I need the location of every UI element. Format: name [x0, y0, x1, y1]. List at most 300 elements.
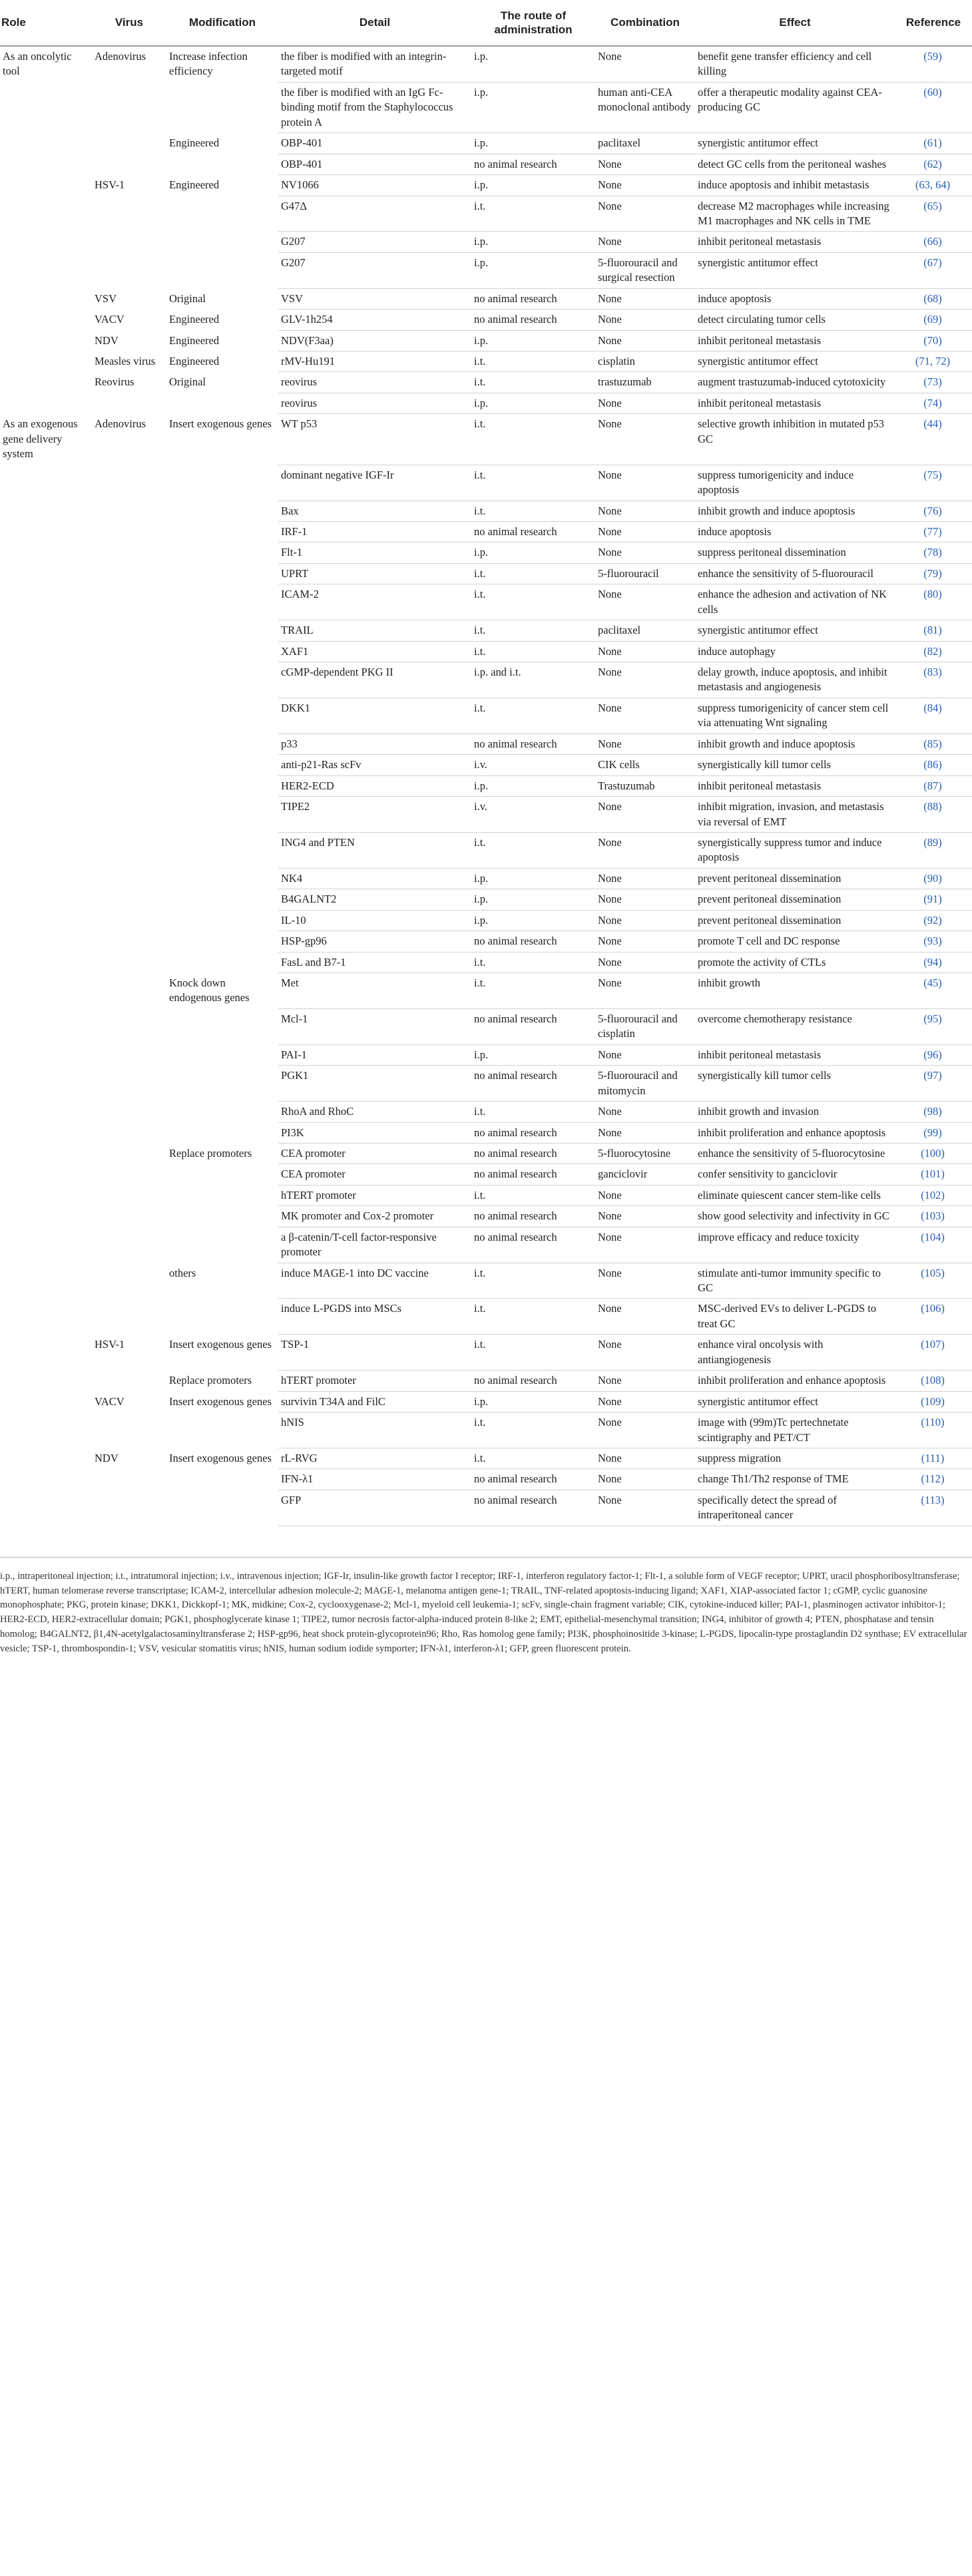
cell-virus — [92, 931, 166, 952]
cell-reference[interactable]: (101) — [895, 1164, 972, 1185]
cell-virus — [92, 196, 166, 232]
cell-combination: None — [595, 1206, 695, 1227]
cell-reference[interactable]: (82) — [895, 641, 972, 662]
cell-role — [0, 584, 92, 620]
cell-reference[interactable]: (74) — [895, 393, 972, 413]
cell-virus: HSV-1 — [95, 178, 125, 192]
cell-virus — [92, 868, 166, 889]
cell-combination: None — [595, 931, 695, 952]
table-row — [0, 931, 972, 952]
cell-role — [0, 154, 92, 174]
table-body — [0, 46, 972, 1526]
cell-role — [0, 1490, 92, 1526]
cell-effect: inhibit peritoneal metastasis — [695, 232, 895, 252]
cell-virus — [92, 1227, 166, 1263]
cell-modification — [166, 465, 278, 501]
cell-role — [0, 563, 92, 584]
cell-combination: None — [595, 1371, 695, 1391]
cell-effect: eliminate quiescent cancer stem-like cells — [695, 1185, 895, 1205]
cell-route: i.t. — [471, 641, 595, 662]
cell-role — [0, 775, 92, 796]
cell-role — [0, 1227, 92, 1263]
cell-reference[interactable]: (102) — [895, 1185, 972, 1205]
cell-reference[interactable]: (69) — [895, 310, 972, 330]
cell-combination: None — [595, 641, 695, 662]
cell-reference[interactable]: (97) — [895, 1066, 972, 1102]
cell-modification — [166, 1299, 278, 1335]
cell-reference[interactable]: (61) — [895, 133, 972, 154]
cell-route: i.t. — [471, 563, 595, 584]
cell-role — [0, 1206, 92, 1227]
cell-route: i.p. — [471, 330, 595, 351]
cell-modification: Knock down endogenous genes — [169, 976, 250, 1004]
cell-detail: TIPE2 — [278, 797, 471, 833]
cell-virus — [92, 1299, 166, 1335]
cell-detail: IFN-λ1 — [278, 1469, 471, 1490]
cell-detail: WT p53 — [278, 414, 471, 465]
cell-route: i.p. — [471, 889, 595, 910]
cell-reference[interactable]: (75) — [895, 465, 972, 501]
cell-reference[interactable]: (92) — [895, 910, 972, 931]
cell-route: i.p. — [471, 1391, 595, 1412]
cell-modification: Insert exogenous genes — [169, 1338, 272, 1351]
cell-combination: Trastuzumab — [595, 775, 695, 796]
table-row — [0, 910, 972, 931]
cell-detail: NV1066 — [278, 175, 471, 196]
cell-role — [0, 910, 92, 931]
cell-reference[interactable]: (111) — [895, 1448, 972, 1468]
cell-detail: GFP — [278, 1490, 471, 1526]
cell-route: i.p. — [471, 46, 595, 82]
cell-modification — [166, 521, 278, 542]
cell-effect: enhance the sensitivity of 5-fluorouracil — [695, 563, 895, 584]
table-row — [0, 797, 972, 833]
cell-virus — [92, 1263, 166, 1299]
cell-detail: dominant negative IGF-Ir — [278, 465, 471, 501]
cell-reference[interactable]: (79) — [895, 563, 972, 584]
table-row — [0, 1490, 972, 1526]
table-row — [0, 501, 972, 521]
cell-route: i.t. — [471, 196, 595, 232]
cell-detail: hTERT promoter — [278, 1185, 471, 1205]
cell-reference[interactable]: (103) — [895, 1206, 972, 1227]
table-row — [0, 1227, 972, 1263]
cell-reference[interactable]: (83) — [895, 662, 972, 698]
cell-reference[interactable]: (106) — [895, 1299, 972, 1335]
cell-modification — [166, 1469, 278, 1490]
table-row — [0, 1185, 972, 1205]
cell-virus: NDV — [95, 1451, 119, 1464]
cell-effect: offer a therapeutic modality against CEA-producing GC — [695, 82, 895, 132]
cell-effect: improve efficacy and reduce toxicity — [695, 1227, 895, 1263]
cell-virus — [92, 698, 166, 734]
cell-role — [0, 501, 92, 521]
cell-virus — [92, 1412, 166, 1448]
table-row — [0, 1143, 972, 1164]
header-modification: Modification — [166, 0, 278, 46]
table-row — [0, 1164, 972, 1185]
cell-modification — [166, 1008, 278, 1044]
cell-effect: detect circulating tumor cells — [695, 310, 895, 330]
cell-virus — [92, 1066, 166, 1102]
cell-effect: induce apoptosis and inhibit metastasis — [695, 175, 895, 196]
cell-detail: hTERT promoter — [278, 1371, 471, 1391]
cell-reference[interactable]: (96) — [895, 1044, 972, 1065]
cell-reference[interactable]: (73) — [895, 372, 972, 393]
cell-route: no animal research — [471, 1164, 595, 1185]
cell-modification — [166, 662, 278, 698]
cell-modification — [166, 584, 278, 620]
cell-effect: MSC-derived EVs to deliver L-PGDS to treat GC — [695, 1299, 895, 1335]
cell-virus: HSV-1 — [95, 1338, 125, 1351]
cell-effect: synergistically kill tumor cells — [695, 755, 895, 775]
cell-detail: Bax — [278, 501, 471, 521]
cell-reference[interactable]: (87) — [895, 775, 972, 796]
cell-virus — [92, 563, 166, 584]
cell-virus — [92, 952, 166, 972]
cell-effect: prevent peritoneal dissemination — [695, 889, 895, 910]
cell-effect: suppress tumorigenicity and induce apoptosis — [695, 465, 895, 501]
table-row — [0, 832, 972, 868]
table-row — [0, 1263, 972, 1299]
cell-virus — [92, 521, 166, 542]
cell-route: i.p. — [471, 232, 595, 252]
table-row — [0, 46, 972, 82]
cell-reference[interactable]: (98) — [895, 1102, 972, 1122]
cell-detail: IRF-1 — [278, 521, 471, 542]
cell-detail: rMV-Hu191 — [278, 351, 471, 372]
cell-effect: selective growth inhibition in mutated p53 GC — [695, 414, 895, 465]
cell-reference[interactable]: (112) — [895, 1469, 972, 1490]
cell-virus — [92, 465, 166, 501]
cell-effect: induce apoptosis — [695, 521, 895, 542]
cell-reference[interactable]: (67) — [895, 252, 972, 288]
cell-effect: synergistically kill tumor cells — [695, 1066, 895, 1102]
cell-reference[interactable]: (89) — [895, 832, 972, 868]
cell-role — [0, 196, 92, 232]
cell-reference[interactable]: (100) — [895, 1143, 972, 1164]
cell-effect: enhance viral oncolysis with antiangiogenesis — [695, 1335, 895, 1371]
table-row — [0, 330, 972, 351]
cell-effect: enhance the sensitivity of 5-fluorocytosine — [695, 1143, 895, 1164]
cell-virus — [92, 1206, 166, 1227]
cell-reference[interactable]: (62) — [895, 154, 972, 174]
table-row — [0, 393, 972, 413]
cell-modification — [166, 620, 278, 641]
table-row — [0, 1008, 972, 1044]
cell-reference[interactable]: (70) — [895, 330, 972, 351]
cell-role — [0, 133, 92, 154]
cell-detail: XAF1 — [278, 641, 471, 662]
cell-detail: MK promoter and Cox-2 promoter — [278, 1206, 471, 1227]
cell-route: no animal research — [471, 288, 595, 309]
cell-combination: None — [595, 1299, 695, 1335]
cell-virus — [92, 1008, 166, 1044]
cell-effect: inhibit peritoneal metastasis — [695, 393, 895, 413]
cell-reference[interactable]: (66) — [895, 232, 972, 252]
cell-effect: prevent peritoneal dissemination — [695, 910, 895, 931]
cell-modification: Original — [169, 292, 206, 305]
cell-route: i.v. — [471, 797, 595, 833]
cell-modification — [166, 154, 278, 174]
cell-route: i.v. — [471, 755, 595, 775]
cell-role — [0, 252, 92, 288]
cell-modification — [166, 563, 278, 584]
cell-route: i.p. — [471, 910, 595, 931]
cell-route: i.p. — [471, 393, 595, 413]
cell-effect: prevent peritoneal dissemination — [695, 868, 895, 889]
cell-effect: show good selectivity and infectivity in GC — [695, 1206, 895, 1227]
cell-combination: None — [595, 952, 695, 972]
table-row — [0, 662, 972, 698]
cell-reference[interactable]: (63, 64) — [895, 175, 972, 196]
header-row — [0, 0, 972, 46]
cell-combination: None — [595, 521, 695, 542]
cell-reference[interactable]: (68) — [895, 288, 972, 309]
cell-route: i.t. — [471, 351, 595, 372]
cell-role — [0, 641, 92, 662]
cell-combination: None — [595, 501, 695, 521]
cell-detail: cGMP-dependent PKG II — [278, 662, 471, 698]
table-row — [0, 310, 972, 330]
cell-route: i.t. — [471, 698, 595, 734]
header-reference: Reference — [895, 0, 972, 46]
cell-reference[interactable]: (90) — [895, 868, 972, 889]
cell-combination: paclitaxel — [595, 620, 695, 641]
cell-modification — [166, 393, 278, 413]
cell-effect: confer sensitivity to ganciclovir — [695, 1164, 895, 1185]
cell-route: no animal research — [471, 1469, 595, 1490]
cell-combination: None — [595, 1227, 695, 1263]
cell-virus — [92, 832, 166, 868]
cell-modification — [166, 1066, 278, 1102]
cell-route: i.t. — [471, 414, 595, 465]
cell-detail: G207 — [278, 252, 471, 288]
cell-modification — [166, 542, 278, 563]
cell-reference[interactable]: (104) — [895, 1227, 972, 1263]
cell-route: i.t. — [471, 501, 595, 521]
cell-route: i.t. — [471, 1102, 595, 1122]
cell-modification — [166, 232, 278, 252]
cell-role — [0, 931, 92, 952]
cell-detail: induce MAGE-1 into DC vaccine — [278, 1263, 471, 1299]
cell-reference[interactable]: (86) — [895, 755, 972, 775]
cell-route: no animal research — [471, 310, 595, 330]
cell-combination: None — [595, 1335, 695, 1371]
cell-effect: delay growth, induce apoptosis, and inhibit metastasis and angiogenesis — [695, 662, 895, 698]
cell-role — [0, 232, 92, 252]
cell-detail: G47Δ — [278, 196, 471, 232]
cell-role — [0, 1122, 92, 1143]
cell-combination: None — [595, 393, 695, 413]
cell-reference[interactable]: (95) — [895, 1008, 972, 1044]
cell-virus — [92, 232, 166, 252]
cell-role — [0, 1164, 92, 1185]
cell-reference[interactable]: (105) — [895, 1263, 972, 1299]
cell-reference[interactable]: (80) — [895, 584, 972, 620]
cell-reference[interactable]: (113) — [895, 1490, 972, 1526]
cell-virus — [92, 775, 166, 796]
cell-modification — [166, 698, 278, 734]
cell-detail: NDV(F3aa) — [278, 330, 471, 351]
cell-modification — [166, 1044, 278, 1065]
cell-role — [0, 330, 92, 351]
cell-reference[interactable]: (94) — [895, 952, 972, 972]
cell-effect: induce apoptosis — [695, 288, 895, 309]
cell-route: i.t. — [471, 465, 595, 501]
cell-detail: NK4 — [278, 868, 471, 889]
cell-modification — [166, 952, 278, 972]
table-row — [0, 1335, 972, 1371]
cell-effect: synergistic antitumor effect — [695, 351, 895, 372]
cell-effect: inhibit growth — [695, 973, 895, 1009]
cell-reference[interactable]: (84) — [895, 698, 972, 734]
cell-reference[interactable]: (65) — [895, 196, 972, 232]
cell-reference[interactable]: (76) — [895, 501, 972, 521]
cell-role — [0, 1335, 92, 1371]
cell-combination: None — [595, 1412, 695, 1448]
cell-reference[interactable]: (60) — [895, 82, 972, 132]
cell-virus — [92, 82, 166, 132]
cell-role — [0, 734, 92, 754]
cell-combination: None — [595, 1102, 695, 1122]
cell-role — [0, 175, 92, 196]
cell-combination: None — [595, 175, 695, 196]
cell-detail: HER2-ECD — [278, 775, 471, 796]
cell-role — [0, 797, 92, 833]
table-row — [0, 1299, 972, 1335]
cell-reference[interactable]: (71, 72) — [895, 351, 972, 372]
cell-modification — [166, 1164, 278, 1185]
cell-virus — [92, 662, 166, 698]
cell-effect: suppress migration — [695, 1448, 895, 1468]
cell-modification — [166, 910, 278, 931]
cell-modification — [166, 1185, 278, 1205]
cell-virus — [92, 889, 166, 910]
cell-route: no animal research — [471, 734, 595, 754]
table-row — [0, 521, 972, 542]
table-row — [0, 641, 972, 662]
cell-virus — [92, 133, 166, 154]
cell-detail: CEA promoter — [278, 1143, 471, 1164]
cell-detail: hNIS — [278, 1412, 471, 1448]
cell-effect: suppress tumorigenicity of cancer stem cell via attenuating Wnt signaling — [695, 698, 895, 734]
cell-effect: inhibit peritoneal metastasis — [695, 775, 895, 796]
table-row — [0, 465, 972, 501]
cell-virus — [92, 1122, 166, 1143]
cell-reference[interactable]: (107) — [895, 1335, 972, 1371]
cell-detail: G207 — [278, 232, 471, 252]
table-row — [0, 542, 972, 563]
cell-route: i.t. — [471, 1263, 595, 1299]
cell-modification — [166, 832, 278, 868]
cell-virus — [92, 542, 166, 563]
cell-virus — [92, 1102, 166, 1122]
table-row — [0, 82, 972, 132]
cell-reference[interactable]: (77) — [895, 521, 972, 542]
cell-effect: augment trastuzumab-induced cytotoxicity — [695, 372, 895, 393]
cell-route: no animal research — [471, 931, 595, 952]
header-effect: Effect — [695, 0, 895, 46]
cell-effect: inhibit proliferation and enhance apoptosis — [695, 1122, 895, 1143]
table-row — [0, 952, 972, 972]
header-virus: Virus — [92, 0, 166, 46]
cell-combination: cisplatin — [595, 351, 695, 372]
cell-reference[interactable]: (91) — [895, 889, 972, 910]
cell-detail: Flt-1 — [278, 542, 471, 563]
cell-role — [0, 1102, 92, 1122]
cell-reference[interactable]: (81) — [895, 620, 972, 641]
cell-reference[interactable]: (59) — [895, 46, 972, 82]
table-row — [0, 1371, 972, 1391]
cell-route: i.t. — [471, 832, 595, 868]
cell-role — [0, 1391, 92, 1412]
cell-reference[interactable]: (44) — [895, 414, 972, 465]
cell-route: i.p. — [471, 82, 595, 132]
cell-reference[interactable]: (99) — [895, 1122, 972, 1143]
cell-reference[interactable]: (93) — [895, 931, 972, 952]
table-row — [0, 1044, 972, 1065]
cell-role — [0, 1066, 92, 1102]
cell-combination: human anti-CEA monoclonal antibody — [595, 82, 695, 132]
cell-route: no animal research — [471, 1371, 595, 1391]
cell-role — [0, 1371, 92, 1391]
cell-reference[interactable]: (78) — [895, 542, 972, 563]
cell-detail: RhoA and RhoC — [278, 1102, 471, 1122]
cell-detail: the fiber is modified with an integrin-targeted motif — [278, 46, 471, 82]
cell-detail: CEA promoter — [278, 1164, 471, 1185]
cell-route: i.t. — [471, 620, 595, 641]
cell-modification: Engineered — [169, 178, 220, 192]
cell-detail: the fiber is modified with an IgG Fc-binding motif from the Staphylococcus protein A — [278, 82, 471, 132]
cell-modification: Insert exogenous genes — [169, 1395, 272, 1408]
cell-modification: Insert exogenous genes — [169, 1451, 272, 1464]
cell-route: no animal research — [471, 1143, 595, 1164]
cell-virus: VACV — [95, 313, 124, 326]
cell-reference[interactable]: (109) — [895, 1391, 972, 1412]
cell-detail: Met — [278, 973, 471, 1009]
cell-virus — [92, 755, 166, 775]
table-row — [0, 1469, 972, 1490]
cell-reference[interactable]: (85) — [895, 734, 972, 754]
header-detail: Detail — [278, 0, 471, 46]
cell-detail: rL-RVG — [278, 1448, 471, 1468]
cell-route: no animal research — [471, 1206, 595, 1227]
cell-modification — [166, 1102, 278, 1122]
cell-detail: TRAIL — [278, 620, 471, 641]
cell-combination: None — [595, 832, 695, 868]
cell-combination: paclitaxel — [595, 133, 695, 154]
cell-reference[interactable]: (88) — [895, 797, 972, 833]
cell-role — [0, 832, 92, 868]
cell-combination: None — [595, 310, 695, 330]
cell-detail: GLV-1h254 — [278, 310, 471, 330]
cell-virus — [92, 1490, 166, 1526]
cell-detail: HSP-gp96 — [278, 931, 471, 952]
cell-reference[interactable]: (45) — [895, 973, 972, 1009]
cell-reference[interactable]: (110) — [895, 1412, 972, 1448]
cell-modification: Engineered — [169, 355, 220, 367]
cell-modification: Replace promoters — [169, 1374, 252, 1387]
cell-reference[interactable]: (108) — [895, 1371, 972, 1391]
cell-combination: None — [595, 1469, 695, 1490]
cell-virus — [92, 641, 166, 662]
cell-detail: OBP-401 — [278, 133, 471, 154]
cell-virus: Measles virus — [95, 355, 156, 367]
table-row — [0, 868, 972, 889]
cell-effect: inhibit proliferation and enhance apoptosis — [695, 1371, 895, 1391]
cell-modification: others — [169, 1266, 196, 1279]
